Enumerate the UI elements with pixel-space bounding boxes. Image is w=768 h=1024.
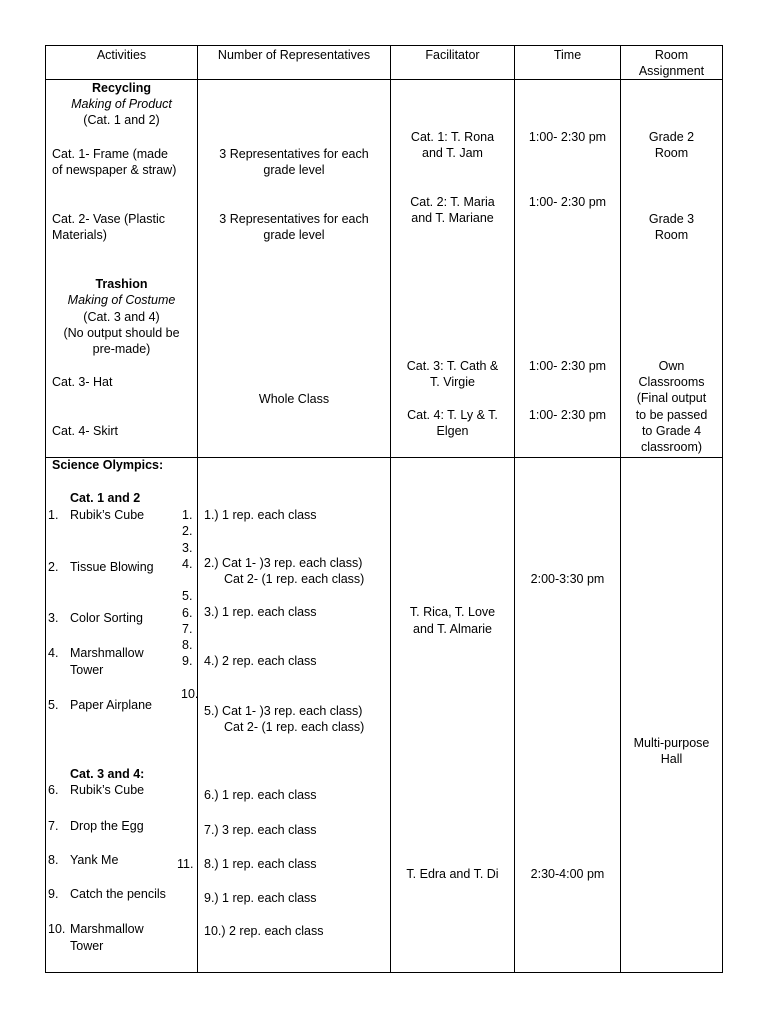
stray-number: 5. xyxy=(182,589,193,603)
trashion-time3: 1:00- 2:30 pm xyxy=(528,359,607,373)
column-divider-4 xyxy=(620,45,621,973)
stray-number: 11. xyxy=(177,857,194,871)
science-rep: 9.) 1 rep. each class xyxy=(204,891,317,905)
recycling-room1: Grade 2 xyxy=(648,130,695,144)
science-rep: 4.) 2 rep. each class xyxy=(204,654,317,668)
stray-number: 1. xyxy=(182,508,193,522)
trashion-rep: Whole Class xyxy=(258,392,330,406)
recycling-subtitle: Making of Product xyxy=(71,97,172,111)
table-border-top xyxy=(45,45,723,46)
science-item: Rubik’s Cube xyxy=(70,783,145,797)
stray-number: 4. xyxy=(182,557,193,571)
column-divider-1 xyxy=(197,45,198,973)
stray-number: 3. xyxy=(182,541,193,555)
recycling-fac2-line2: and T. Mariane xyxy=(411,211,494,225)
science-item-number: 4. xyxy=(48,646,59,660)
science-item-number: 7. xyxy=(48,819,59,833)
trashion-cat3: Cat. 3- Hat xyxy=(52,375,113,389)
header-activities: Activities xyxy=(96,48,147,62)
trashion-cats: (Cat. 3 and 4) xyxy=(83,310,160,324)
stray-number: 6. xyxy=(182,606,193,620)
recycling-cat2-line2: Materials) xyxy=(52,228,107,242)
trashion-cat4: Cat. 4- Skirt xyxy=(52,424,118,438)
science-item: Color Sorting xyxy=(70,611,143,625)
science-rep: 8.) 1 rep. each class xyxy=(204,857,317,871)
science-item-number: 10. xyxy=(48,922,66,936)
header-room: Room xyxy=(654,48,689,62)
trashion-room-line2: Classrooms xyxy=(638,375,705,389)
trashion-time4: 1:00- 2:30 pm xyxy=(528,408,607,422)
trashion-room-line5: to Grade 4 xyxy=(641,424,702,438)
header-facilitator: Facilitator xyxy=(425,48,480,62)
science-item: Marshmallow xyxy=(70,922,144,936)
recycling-title: Recycling xyxy=(91,81,152,95)
header-representatives: Number of Representatives xyxy=(217,48,371,62)
science-group1-title: Cat. 1 and 2 xyxy=(70,491,141,505)
recycling-time2: 1:00- 2:30 pm xyxy=(528,195,607,209)
science-fac1: T. Rica, T. Love xyxy=(409,605,496,619)
trashion-fac4-line2: Elgen xyxy=(436,424,469,438)
science-item-number: 9. xyxy=(48,887,59,901)
stray-number: 9. xyxy=(182,654,193,668)
science-title: Science Olympics: xyxy=(52,458,164,472)
recycling-room2: Grade 3 xyxy=(648,212,695,226)
trashion-subtitle: Making of Costume xyxy=(67,293,176,307)
science-item-number: 8. xyxy=(48,853,59,867)
science-room-line2: Hall xyxy=(660,752,683,766)
trashion-room-line4: to be passed xyxy=(635,408,708,422)
column-divider-2 xyxy=(390,45,391,973)
science-time2: 2:30-4:00 pm xyxy=(530,867,605,881)
science-rep: 1.) 1 rep. each class xyxy=(204,508,317,522)
trashion-note: (No output should be xyxy=(63,326,180,340)
recycling-cat2: Cat. 2- Vase (Plastic xyxy=(52,212,166,226)
science-item: Drop the Egg xyxy=(70,819,144,833)
recycling-cat1-line2: of newspaper & straw) xyxy=(52,163,177,177)
stray-number: 8. xyxy=(182,638,193,652)
science-item: Marshmallow xyxy=(70,646,144,660)
science-item-number: 5. xyxy=(48,698,59,712)
science-rep: 3.) 1 rep. each class xyxy=(204,605,317,619)
science-rep: 5.) Cat 1- )3 rep. each class) xyxy=(204,704,363,718)
science-item-line2: Tower xyxy=(70,663,104,677)
science-time1: 2:00-3:30 pm xyxy=(530,572,605,586)
recycling-rep1-line2: grade level xyxy=(263,163,325,177)
recycling-rep2: 3 Representatives for each xyxy=(219,212,369,226)
recycling-room1-line2: Room xyxy=(654,146,689,160)
stray-number: 2. xyxy=(182,524,193,538)
science-item: Paper Airplane xyxy=(70,698,153,712)
trashion-title: Trashion xyxy=(95,277,148,291)
trashion-room-line1: Own xyxy=(658,359,685,373)
stray-number: 10. xyxy=(181,687,199,701)
science-item: Catch the pencils xyxy=(70,887,166,901)
recycling-fac1: Cat. 1: T. Rona xyxy=(410,130,495,144)
science-rep: 2.) Cat 1- )3 rep. each class) xyxy=(204,556,363,570)
trashion-fac3-line2: T. Virgie xyxy=(430,375,475,389)
table-border-left xyxy=(45,45,46,973)
science-rep: 7.) 3 rep. each class xyxy=(204,823,317,837)
trashion-room-line3: (Final output xyxy=(636,391,707,405)
science-room: Multi-purpose xyxy=(633,736,710,750)
science-rep-line2: Cat 2- (1 rep. each class) xyxy=(224,720,365,734)
table-border-right xyxy=(722,45,723,973)
science-item: Yank Me xyxy=(70,853,119,867)
column-divider-3 xyxy=(514,45,515,973)
recycling-fac1-line2: and T. Jam xyxy=(422,146,483,160)
science-item: Tissue Blowing xyxy=(70,560,154,574)
trashion-fac3: Cat. 3: T. Cath & xyxy=(406,359,499,373)
science-group2-title: Cat. 3 and 4: xyxy=(70,767,145,781)
science-rep: 6.) 1 rep. each class xyxy=(204,788,317,802)
science-item-number: 1. xyxy=(48,508,59,522)
table-border-bottom xyxy=(45,972,723,973)
recycling-cat1: Cat. 1- Frame (made xyxy=(52,147,169,161)
science-item-number: 6. xyxy=(48,783,59,797)
science-rep: 10.) 2 rep. each class xyxy=(204,924,324,938)
recycling-rep1: 3 Representatives for each xyxy=(219,147,369,161)
science-item: Rubik’s Cube xyxy=(70,508,145,522)
science-item-number: 2. xyxy=(48,560,59,574)
science-item-number: 3. xyxy=(48,611,59,625)
trashion-fac4: Cat. 4: T. Ly & T. xyxy=(407,408,498,422)
trashion-note-line2: pre-made) xyxy=(92,342,151,356)
recycling-time1: 1:00- 2:30 pm xyxy=(528,130,607,144)
recycling-rep2-line2: grade level xyxy=(263,228,325,242)
science-fac2: T. Edra and T. Di xyxy=(406,867,499,881)
recycling-room2-line2: Room xyxy=(654,228,689,242)
science-item-line2: Tower xyxy=(70,939,104,953)
recycling-fac2: Cat. 2: T. Maria xyxy=(410,195,495,209)
recycling-cats: (Cat. 1 and 2) xyxy=(83,113,160,127)
science-rep-line2: Cat 2- (1 rep. each class) xyxy=(224,572,365,586)
header-time: Time xyxy=(553,48,582,62)
stray-number: 7. xyxy=(182,622,193,636)
header-room-line2: Assignment xyxy=(638,64,705,78)
science-fac1-line2: and T. Almarie xyxy=(413,622,492,636)
trashion-room-line6: classroom) xyxy=(640,440,703,454)
